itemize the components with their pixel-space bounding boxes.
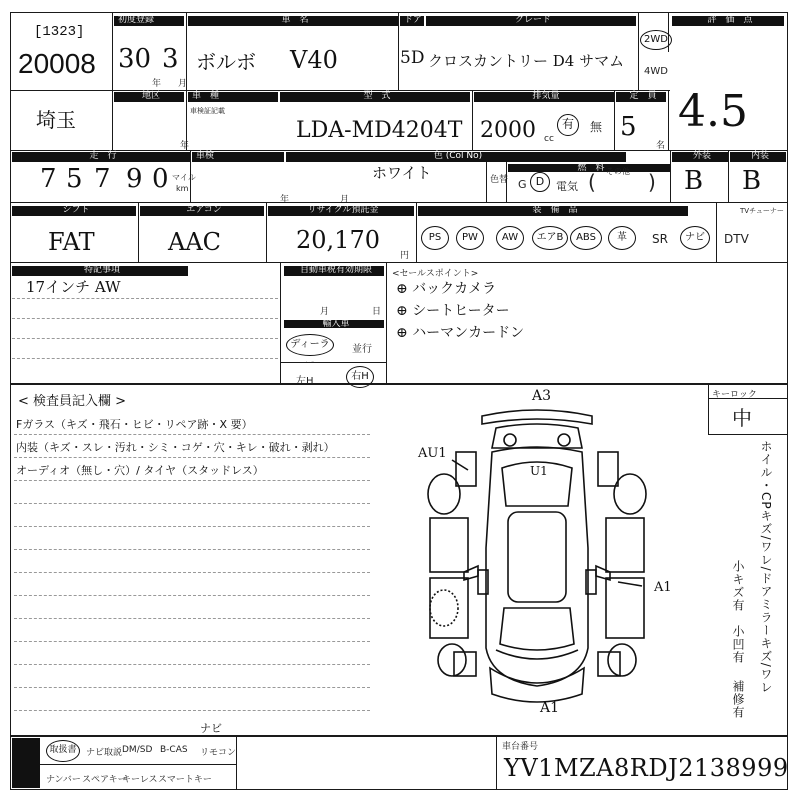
mileage-digit-1: 7 [40,164,57,194]
frame-number: YV1MZA8RDJ2138999 [504,754,789,782]
equipment-header: 装 備 品 [418,206,688,216]
tv-tuner-header: TVチューナー [740,207,784,215]
vehicle-doors: 5D [400,48,425,68]
interior-grade-header: 内装 [730,152,786,162]
exterior-grade: B [684,166,704,196]
equip-leather: 革 [608,226,636,250]
sales-point-3: ⊕ ハーマンカードン [396,325,525,341]
inspection-header: 車検 [192,152,284,162]
registration-year: 30 [118,44,152,74]
fuel-diesel-circled: D [530,172,550,192]
drive-2wd-circled: 2WD [640,30,672,50]
vehicle-grade: クロスカントリー D4 サマム [428,52,625,70]
color-header: 色 (Col No) [286,152,626,162]
equip-abs: ABS [570,226,602,250]
footer-navi-manual: ナビ取説 [86,748,123,758]
footer-label [12,738,40,788]
vehicle-name-header: 車 名 [188,16,398,26]
interior-grade: B [742,166,762,196]
shaken-note: 車検証記載 [190,107,225,115]
frame-header: 車台番号 [502,742,539,752]
displacement-value: 2000 [480,118,536,143]
handle-left: 左H [296,376,314,387]
sales-point-2: ⊕ シートヒーター [396,303,510,319]
kihou-header: 車 種 [188,92,278,102]
sales-points-header: <セールスポイント> [392,269,479,279]
inspector-line-2: 内装（キズ・スレ・汚れ・シミ・コゲ・穴・キレ・破れ・剥れ） [16,441,335,454]
fuel-header: 燃 料 [508,164,670,172]
mark-top: A3 [532,388,552,404]
registration-header: 初度登録 [114,16,184,26]
keylock-header: キーロック [712,390,757,400]
special-text: 17インチ AW [26,278,121,296]
drive-4wd: 4WD [644,66,668,77]
footer-keyless: キーレス [122,775,158,785]
location-value: 埼玉 [36,108,76,132]
ac-value: AAC [168,228,222,256]
footer-number: ナンバー [46,775,81,785]
displacement-header: 排気量 [474,92,614,102]
inspector-line-1: Fガラス（キズ・飛石・ヒビ・リペア跡・X 要） [16,418,253,431]
equip-sr: SR [652,232,668,246]
side-legend-2: 小キズ有 小凹有 [731,560,745,664]
location-header: 地区 [114,92,184,102]
car-diagram [412,398,662,718]
mileage-header: 走 行 [12,152,190,162]
keylock-mark: 中 [732,406,752,430]
mileage-digit-2: 5 [66,164,83,194]
recycle-value: 20,170 [296,226,380,254]
inspector-header: < 検査員記入欄 > [18,394,127,409]
vehicle-maker: ボルボ [196,50,256,74]
footer-bcas: B-CAS [160,745,188,755]
import-parallel: 並行 [352,344,372,355]
capacity-header: 定 員 [616,92,666,102]
handle-right-circled: 右H [346,366,374,388]
grade-header: グレード [426,16,636,26]
katashiki-header: 型 式 [280,92,470,102]
shift-header: シフト [12,206,136,216]
inspector-section [10,384,788,736]
special-header: 特記事項 [12,266,188,276]
import-header: 輸入車 [284,320,384,328]
side-legend-3: 補修有 [731,680,745,719]
footer-spare-key: スペアキー [82,775,127,785]
type-code: LDA-MD4204T [296,118,463,143]
expiry-header: 自動車税有効期限 [284,266,384,276]
mileage-unit-mile: マイル [172,173,196,182]
inspector-line-3: オーディオ（無し・穴）/ タイヤ（スタッドレス） [16,464,264,477]
equip-aw: AW [496,226,524,250]
equip-ps: PS [421,226,449,250]
footer-remote: リモコン [200,748,237,758]
registration-month: 3 [162,44,179,74]
ac-header: エアコン [140,206,264,216]
fuel-other: その他 [606,167,630,176]
fuel-electric: 電気 [556,180,578,193]
mileage-digit-4: 9 [126,164,143,194]
score-value: 4.5 [678,86,748,137]
mark-left-front: AU1 [418,446,447,461]
footer-dm-sd: DM/SD [122,745,153,755]
sales-point-1: ⊕ バックカメラ [396,281,497,297]
capacity-value: 5 [620,112,637,142]
color-change: 色替 [490,175,509,185]
equip-airbag: エアB [532,226,568,250]
footer-manual-circled: 取扱書 [46,740,80,762]
exterior-grade-header: 外装 [672,152,728,162]
turbo-yes-circled: 有 [557,114,579,136]
shift-value: FAT [48,228,95,256]
import-dealer-circled: ディーラー [286,334,334,356]
color-value: ホワイト [372,164,432,182]
side-legend-1: ホイル・CPキズ/ワレ/ドアミラーキズ/ワレ [759,440,773,694]
equip-navi: ナビ [680,226,710,250]
mark-bottom: A1 [540,700,560,716]
vehicle-model: V40 [290,46,338,74]
fuel-gas: G [518,178,527,191]
score-header: 評 価 点 [672,16,784,26]
door-header: ドア [400,16,424,26]
lot-number: 20008 [18,48,96,79]
equip-pw: PW [456,226,484,250]
mileage-digit-3: 7 [94,164,111,194]
footer-smart-key: スマートキー [158,775,212,785]
mark-roof: U1 [530,464,548,478]
equip-dtv: DTV [724,232,749,246]
recycle-header: リサイクル預託金 [268,206,414,216]
mileage-digit-5: 0 [152,164,169,194]
footer-navi-note: ナビ [200,722,222,735]
turbo-no: 無 [590,120,603,134]
mileage-unit-km: km [176,184,189,193]
mark-right: A1 [654,580,672,595]
lot-bracket: [1323] [34,24,85,40]
